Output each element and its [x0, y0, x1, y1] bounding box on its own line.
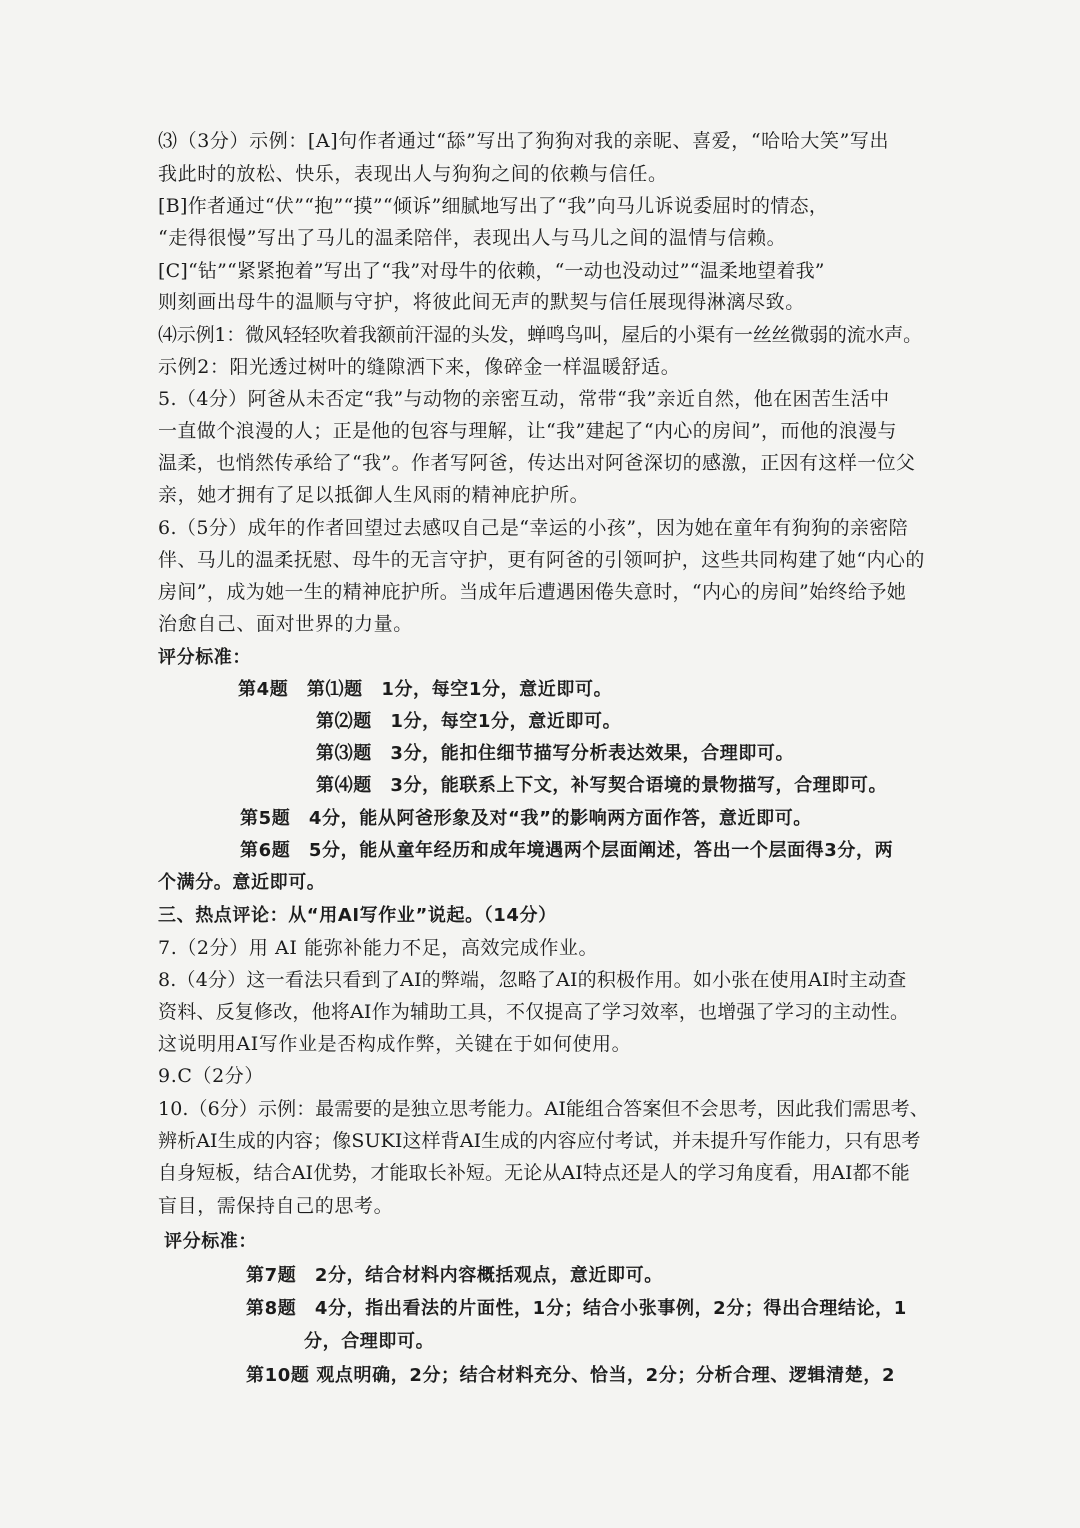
text-line: 盲目，需保持自己的思考。: [158, 1195, 394, 1217]
text-line: 则刻画出母牛的温顺与守护，将彼此间无声的默契与信任展现得淋漓尽致。: [158, 291, 805, 313]
text-line: ⑷示例1：微风轻轻吹着我额前汗湿的头发，蝉鸣鸟叫，屋后的小渠有一丝丝微弱的流水声。: [158, 324, 922, 346]
text-line: 伴、马儿的温柔抚慰、母牛的无言守护，更有阿爸的引领呵护，这些共同构建了她“内心的: [158, 549, 925, 571]
grading-item: 第⑵题 1分，每空1分，意近即可。: [316, 711, 622, 732]
text-line: 温柔，也悄然传承给了“我”。作者写阿爸，传达出对阿爸深切的感激，正因有这样一位父: [158, 452, 916, 474]
text-line: 示例2：阳光透过树叶的缝隙洒下来，像碎金一样温暖舒适。: [158, 356, 681, 378]
text-line: 6.（5分）成年的作者回望过去感叹自己是“幸运的小孩”，因为她在童年有狗狗的亲密陪: [158, 517, 909, 539]
text-line: [B]作者通过“伏”“抱”“摸”“倾诉”细腻地写出了“我”向马儿诉说委屈时的情态，: [158, 195, 829, 217]
text-line: 治愈自己、面对世界的力量。: [158, 613, 413, 635]
text-line: 10.（6分）示例：最需要的是独立思考能力。AI能组合答案但不会思考，因此我们需思考、: [158, 1098, 929, 1120]
text-line: 这说明用AI写作业是否构成作弊，关键在于如何使用。: [158, 1033, 632, 1055]
text-line: 房间”，成为她一生的精神庇护所。当成年后遭遇困倦失意时，“内心的房间”始终给予她: [158, 581, 907, 603]
grading-item: 第10题 观点明确，2分；结合材料充分、恰当，2分；分析合理、逻辑清楚，2: [246, 1365, 896, 1386]
text-line: 亲，她才拥有了足以抵御人生风雨的精神庇护所。: [158, 484, 590, 506]
section-heading: 三、热点评论：从“用AI写作业”说起。（14分）: [158, 905, 557, 926]
grading-item: 分，合理即可。: [304, 1331, 435, 1352]
text-line: 7.（2分）用 AI 能弥补能力不足，高效完成作业。: [158, 937, 599, 959]
text-line: 8.（4分）这一看法只看到了AI的弊端，忽略了AI的积极作用。如小张在使用AI时主动查: [158, 969, 907, 991]
text-line: “走得很慢”写出了马儿的温柔陪伴，表现出人与马儿之间的温情与信赖。: [158, 227, 787, 249]
text-line: 我此时的放松、快乐，表现出人与狗狗之间的依赖与信任。: [158, 163, 668, 185]
text-line: ⑶（3分）示例：[A]句作者通过“舔”写出了狗狗对我的亲昵、喜爱，“哈哈大笑”写出: [158, 130, 890, 152]
grading-item: 第5题 4分，能从阿爸形象及对“我”的影响两方面作答，意近即可。: [240, 808, 812, 829]
grading-item: 第⑶题 3分，能扣住细节描写分析表达效果，合理即可。: [316, 743, 795, 764]
grading-heading: 评分标准：: [164, 1231, 257, 1252]
text-line: 自身短板，结合AI优势，才能取长补短。无论从AI特点还是人的学习角度看，用AI都不能: [158, 1162, 910, 1184]
text-line: 一直做个浪漫的人；正是他的包容与理解，让“我”建起了“内心的房间”，而他的浪漫与: [158, 420, 897, 442]
grading-item: 第8题 4分，指出看法的片面性，1分；结合小张事例，2分；得出合理结论，1: [246, 1298, 907, 1319]
grading-heading: 评分标准：: [158, 647, 251, 668]
grading-item: 第⑷题 3分，能联系上下文，补写契合语境的景物描写，合理即可。: [316, 775, 888, 796]
text-line: 资料、反复修改，他将AI作为辅助工具，不仅提高了学习效率，也增强了学习的主动性。: [158, 1001, 910, 1023]
text-line: [C]“钻”“紧紧抱着”写出了“我”对母牛的依赖，“一动也没动过”“温柔地望着我”: [158, 260, 825, 282]
grading-item: 第7题 2分，结合材料内容概括观点，意近即可。: [246, 1265, 663, 1286]
grading-item: 第6题 5分，能从童年经历和成年境遇两个层面阐述，答出一个层面得3分，两: [240, 840, 894, 861]
grading-item: 个满分。意近即可。: [158, 872, 326, 893]
text-line: 辨析AI生成的内容；像SUKI这样背AI生成的内容应付考试，并未提升写作能力，只有思考: [158, 1130, 921, 1152]
grading-item: 第4题 第⑴题 1分，每空1分，意近即可。: [238, 679, 613, 700]
text-line: 5.（4分）阿爸从未否定“我”与动物的亲密互动，常带“我”亲近自然，他在困苦生活中: [158, 388, 890, 410]
text-line: 9.C（2分）: [158, 1065, 264, 1087]
